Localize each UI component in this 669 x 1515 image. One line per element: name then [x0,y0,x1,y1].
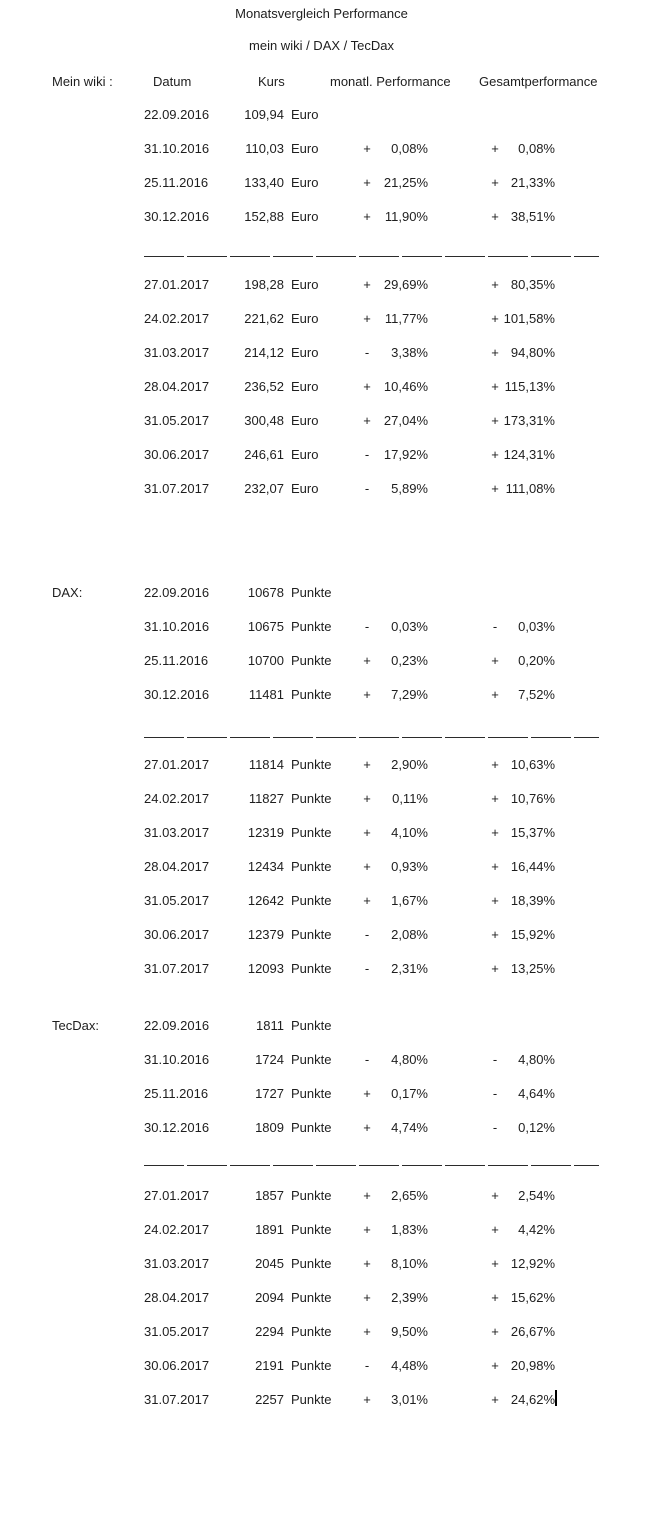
table-row [0,893,669,909]
table-row [0,447,669,463]
date-cell: 24.02.2017 [144,1222,210,1237]
kurs-unit-cell: Euro [291,379,319,394]
kurs-value-cell: 1811 [256,1018,284,1033]
text-cursor [555,1390,557,1406]
monthly-performance-cell: 5,89% [391,481,428,496]
date-cell: 22.09.2016 [144,1018,210,1033]
total-performance-cell: 4,64% [518,1086,555,1101]
monthly-sign-cell: + [363,1120,371,1135]
table-row [0,619,669,635]
table-row [0,141,669,157]
total-performance-cell: 101,58% [503,311,555,326]
date-cell: 31.10.2016 [144,141,210,156]
section-divider-line [144,737,599,738]
date-cell: 31.07.2017 [144,481,210,496]
kurs-unit-cell: Punkte [291,859,332,874]
table-row [0,1086,669,1102]
kurs-unit-cell: Euro [291,447,319,462]
table-row [0,1290,669,1306]
monthly-performance-cell: 0,93% [391,859,428,874]
kurs-unit-cell: Punkte [291,1290,332,1305]
date-cell: 22.09.2016 [144,585,210,600]
table-row [0,481,669,497]
monthly-performance-cell: 1,83% [391,1222,428,1237]
kurs-unit-cell: Punkte [291,961,332,976]
kurs-value-cell: 214,12 [244,345,284,360]
kurs-unit-cell: Punkte [291,1222,332,1237]
monthly-sign-cell: + [363,175,371,190]
date-cell: 31.05.2017 [144,1324,210,1339]
total-sign-cell: - [492,619,498,634]
table-row [0,1358,669,1374]
kurs-unit-cell: Punkte [291,1018,332,1033]
date-cell: 28.04.2017 [144,1290,210,1305]
total-performance-cell: 16,44% [510,859,555,874]
total-sign-cell: + [491,413,499,428]
table-row [0,791,669,807]
kurs-value-cell: 12434 [247,859,284,874]
date-cell: 27.01.2017 [144,757,210,772]
table-row [0,1018,669,1034]
kurs-value-cell: 10700 [247,653,284,668]
date-cell: 27.01.2017 [144,1188,210,1203]
monthly-sign-cell: + [363,1324,371,1339]
date-cell: 30.06.2017 [144,1358,210,1373]
date-cell: 31.05.2017 [144,893,210,908]
monthly-performance-cell: 7,29% [391,687,428,702]
total-sign-cell: - [492,1052,498,1067]
monthly-performance-cell: 21,25% [383,175,428,190]
monthly-performance-cell: 3,01% [391,1392,428,1407]
kurs-value-cell: 232,07 [244,481,284,496]
total-performance-cell: 173,31% [503,413,555,428]
total-sign-cell: + [491,481,499,496]
monthly-performance-cell: 10,46% [383,379,428,394]
total-sign-cell: + [491,311,499,326]
total-sign-cell: + [491,1222,499,1237]
total-sign-cell: + [491,757,499,772]
date-cell: 31.07.2017 [144,961,210,976]
total-performance-cell: 24,62% [510,1392,555,1407]
date-cell: 28.04.2017 [144,379,210,394]
monthly-sign-cell: - [364,447,370,462]
table-row [0,345,669,361]
table-header-row [0,74,669,90]
kurs-value-cell: 1891 [255,1222,284,1237]
total-sign-cell: + [491,345,499,360]
kurs-unit-cell: Punkte [291,1324,332,1339]
total-sign-cell: + [491,209,499,224]
kurs-value-cell: 152,88 [244,209,284,224]
kurs-unit-cell: Punkte [291,893,332,908]
monthly-sign-cell: - [364,927,370,942]
kurs-value-cell: 2294 [255,1324,284,1339]
table-row [0,1188,669,1204]
page-title: Monatsvergleich Performance [235,6,408,21]
table-row [0,379,669,395]
kurs-unit-cell: Euro [291,481,319,496]
table-row [0,1256,669,1272]
monthly-sign-cell: - [364,619,370,634]
kurs-unit-cell: Euro [291,209,319,224]
monthly-performance-cell: 0,11% [392,791,428,806]
date-cell: 30.12.2016 [144,687,210,702]
monthly-performance-cell: 2,08% [391,927,428,942]
monthly-sign-cell: - [364,1358,370,1373]
section-label: TecDax: [52,1018,99,1033]
section-divider-line [144,256,599,257]
monthly-performance-cell: 2,39% [391,1290,428,1305]
kurs-unit-cell: Punkte [291,1392,332,1407]
table-row [0,1392,669,1408]
total-sign-cell: - [492,1086,498,1101]
monthly-sign-cell: - [364,961,370,976]
kurs-value-cell: 1809 [255,1120,284,1135]
kurs-value-cell: 11814 [248,757,284,772]
kurs-unit-cell: Punkte [291,1358,332,1373]
total-sign-cell: + [491,893,499,908]
kurs-unit-cell: Euro [291,413,319,428]
total-sign-cell: + [491,1256,499,1271]
date-cell: 30.12.2016 [144,209,210,224]
table-row [0,277,669,293]
kurs-value-cell: 1857 [255,1188,284,1203]
total-sign-cell: + [491,141,499,156]
monthly-sign-cell: - [364,481,370,496]
total-sign-cell: + [491,791,499,806]
kurs-value-cell: 2094 [255,1290,284,1305]
kurs-unit-cell: Punkte [291,585,332,600]
date-cell: 31.03.2017 [144,1256,210,1271]
date-cell: 30.12.2016 [144,1120,210,1135]
date-cell: 22.09.2016 [144,107,210,122]
total-performance-cell: 124,31% [503,447,555,462]
date-cell: 25.11.2016 [144,175,209,190]
kurs-unit-cell: Punkte [291,1120,332,1135]
monthly-performance-cell: 4,74% [391,1120,428,1135]
total-sign-cell: + [491,1290,499,1305]
kurs-value-cell: 12642 [247,893,284,908]
kurs-unit-cell: Punkte [291,791,332,806]
monthly-sign-cell: + [363,1086,371,1101]
kurs-value-cell: 12319 [247,825,284,840]
table-row [0,413,669,429]
total-performance-cell: 10,63% [510,757,555,772]
kurs-unit-cell: Punkte [291,757,332,772]
monthly-sign-cell: + [363,311,371,326]
total-sign-cell: + [491,447,499,462]
total-sign-cell: + [491,379,499,394]
total-performance-cell: 7,52% [518,687,555,702]
table-row [0,1222,669,1238]
kurs-value-cell: 246,61 [244,447,284,462]
monthly-sign-cell: + [363,141,371,156]
table-row [0,175,669,191]
date-cell: 25.11.2016 [144,653,209,668]
monthly-sign-cell: + [363,825,371,840]
table-row [0,687,669,703]
monthly-performance-cell: 4,48% [391,1358,428,1373]
monthly-sign-cell: + [363,1392,371,1407]
monthly-performance-cell: 29,69% [383,277,428,292]
kurs-unit-cell: Punkte [291,1188,332,1203]
date-cell: 30.06.2017 [144,447,210,462]
total-performance-cell: 0,20% [518,653,555,668]
monthly-sign-cell: + [363,413,371,428]
kurs-value-cell: 1727 [255,1086,284,1101]
monthly-performance-cell: 0,23% [391,653,428,668]
date-cell: 31.07.2017 [144,1392,210,1407]
monthly-performance-cell: 17,92% [383,447,428,462]
kurs-value-cell: 221,62 [244,311,284,326]
monthly-performance-cell: 0,08% [391,141,428,156]
total-performance-cell: 15,62% [510,1290,555,1305]
kurs-unit-cell: Punkte [291,927,332,942]
total-performance-cell: 0,08% [518,141,555,156]
kurs-value-cell: 10675 [247,619,284,634]
monthly-performance-cell: 0,17% [391,1086,428,1101]
total-performance-cell: 12,92% [510,1256,555,1271]
total-performance-cell: 94,80% [510,345,555,360]
kurs-unit-cell: Punkte [291,619,332,634]
total-sign-cell: + [491,825,499,840]
total-sign-cell: + [491,927,499,942]
kurs-unit-cell: Euro [291,311,319,326]
total-performance-cell: 4,80% [518,1052,555,1067]
total-performance-cell: 4,42% [518,1222,555,1237]
total-performance-cell: 26,67% [510,1324,555,1339]
total-sign-cell: + [491,277,499,292]
monthly-sign-cell: + [363,277,371,292]
kurs-value-cell: 10678 [247,585,284,600]
kurs-value-cell: 1724 [255,1052,284,1067]
header-section-label: Mein wiki : [52,74,113,89]
header-total-performance: Gesamtperformance [479,74,598,89]
table-row [0,961,669,977]
monthly-sign-cell: - [364,345,370,360]
total-performance-cell: 21,33% [510,175,555,190]
monthly-sign-cell: + [363,379,371,394]
monthly-performance-cell: 2,90% [391,757,428,772]
total-sign-cell: + [491,1392,499,1407]
total-performance-cell: 111,08% [505,481,555,496]
kurs-unit-cell: Punkte [291,825,332,840]
kurs-value-cell: 11827 [248,791,284,806]
total-performance-cell: 38,51% [510,209,555,224]
monthly-performance-cell: 11,77% [384,311,428,326]
total-sign-cell: + [491,1188,499,1203]
total-performance-cell: 15,37% [510,825,555,840]
monthly-performance-cell: 3,38% [391,345,428,360]
total-performance-cell: 13,25% [510,961,555,976]
page-subtitle: mein wiki / DAX / TecDax [249,38,394,53]
table-row [0,825,669,841]
total-sign-cell: + [491,687,499,702]
monthly-performance-cell: 27,04% [383,413,428,428]
kurs-value-cell: 11481 [248,687,284,702]
date-cell: 30.06.2017 [144,927,210,942]
kurs-unit-cell: Euro [291,175,319,190]
total-sign-cell: + [491,175,499,190]
kurs-unit-cell: Punkte [291,653,332,668]
date-cell: 31.03.2017 [144,345,210,360]
kurs-value-cell: 12379 [247,927,284,942]
kurs-unit-cell: Punkte [291,1086,332,1101]
monthly-sign-cell: + [363,791,371,806]
date-cell: 24.02.2017 [144,311,210,326]
kurs-unit-cell: Punkte [291,1256,332,1271]
monthly-sign-cell: + [363,1256,371,1271]
kurs-unit-cell: Punkte [291,1052,332,1067]
kurs-unit-cell: Euro [291,277,319,292]
total-sign-cell: + [491,859,499,874]
total-performance-cell: 10,76% [510,791,555,806]
monthly-sign-cell: + [363,1222,371,1237]
section-label: DAX: [52,585,83,600]
kurs-unit-cell: Euro [291,345,319,360]
monthly-sign-cell: + [363,653,371,668]
monthly-performance-cell: 9,50% [391,1324,428,1339]
monthly-sign-cell: + [363,757,371,772]
date-cell: 31.05.2017 [144,413,210,428]
kurs-value-cell: 300,48 [244,413,284,428]
monthly-performance-cell: 0,03% [391,619,428,634]
kurs-value-cell: 2045 [255,1256,284,1271]
table-row [0,585,669,601]
monthly-sign-cell: + [363,859,371,874]
date-cell: 24.02.2017 [144,791,210,806]
monthly-sign-cell: + [363,893,371,908]
total-performance-cell: 20,98% [510,1358,555,1373]
date-cell: 31.10.2016 [144,1052,210,1067]
table-row [0,1324,669,1340]
table-row [0,107,669,123]
monthly-performance-cell: 2,65% [391,1188,428,1203]
monthly-performance-cell: 4,80% [391,1052,428,1067]
table-row [0,757,669,773]
date-cell: 28.04.2017 [144,859,210,874]
monthly-sign-cell: + [363,687,371,702]
kurs-value-cell: 198,28 [244,277,284,292]
total-performance-cell: 80,35% [510,277,555,292]
header-date: Datum [153,74,192,89]
table-row [0,859,669,875]
kurs-value-cell: 110,03 [245,141,284,156]
total-sign-cell: + [491,1358,499,1373]
header-kurs: Kurs [258,74,285,89]
total-sign-cell: + [491,653,499,668]
total-sign-cell: + [491,961,499,976]
total-performance-cell: 15,92% [510,927,555,942]
monthly-performance-cell: 2,31% [391,961,428,976]
section-divider-line [144,1165,599,1166]
total-performance-cell: 0,03% [518,619,555,634]
date-cell: 31.03.2017 [144,825,210,840]
monthly-performance-cell: 11,90% [384,209,428,224]
total-performance-cell: 0,12% [518,1120,555,1135]
monthly-sign-cell: + [363,209,371,224]
monthly-performance-cell: 8,10% [391,1256,428,1271]
table-row [0,311,669,327]
date-cell: 27.01.2017 [144,277,210,292]
table-row [0,209,669,225]
total-performance-cell: 115,13% [504,379,555,394]
monthly-sign-cell: + [363,1290,371,1305]
kurs-value-cell: 236,52 [244,379,284,394]
header-monthly-performance: monatl. Performance [330,74,451,89]
monthly-performance-cell: 4,10% [391,825,428,840]
kurs-value-cell: 109,94 [244,107,284,122]
total-performance-cell: 2,54% [518,1188,555,1203]
total-sign-cell: + [491,1324,499,1339]
total-performance-cell: 18,39% [510,893,555,908]
date-cell: 31.10.2016 [144,619,210,634]
total-sign-cell: - [492,1120,498,1135]
monthly-sign-cell: + [363,1188,371,1203]
kurs-value-cell: 2257 [255,1392,284,1407]
table-row [0,1052,669,1068]
table-row [0,653,669,669]
kurs-unit-cell: Euro [291,107,319,122]
kurs-value-cell: 12093 [247,961,284,976]
monthly-sign-cell: - [364,1052,370,1067]
table-row [0,927,669,943]
kurs-unit-cell: Euro [291,141,319,156]
kurs-value-cell: 133,40 [244,175,284,190]
kurs-value-cell: 2191 [255,1358,284,1373]
table-row [0,1120,669,1136]
kurs-unit-cell: Punkte [291,687,332,702]
monthly-performance-cell: 1,67% [391,893,428,908]
date-cell: 25.11.2016 [144,1086,209,1101]
